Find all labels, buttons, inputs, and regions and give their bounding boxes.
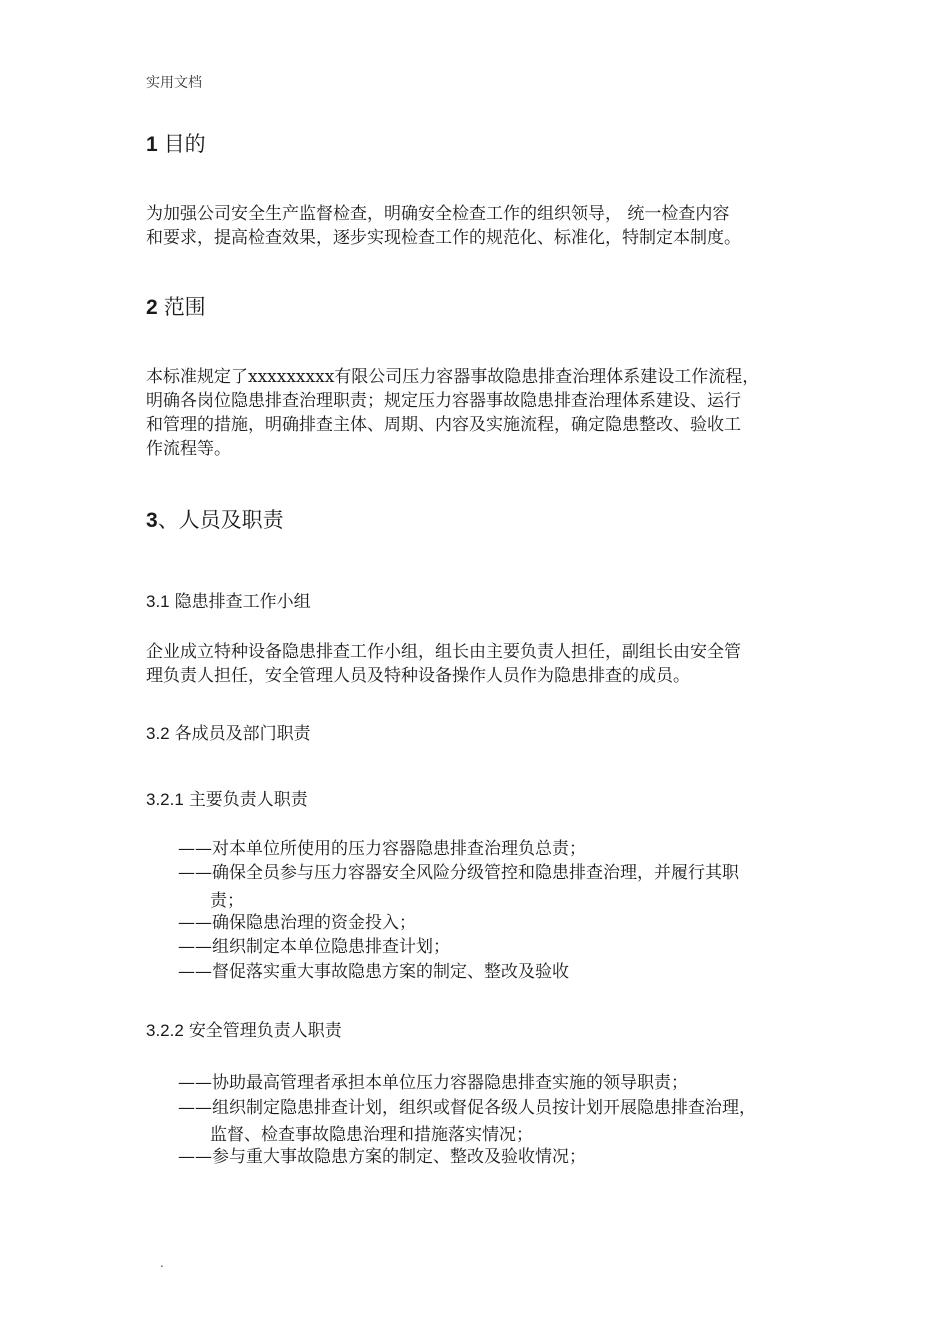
section-number: 1 — [146, 133, 158, 156]
duty-item: ——参与重大事故隐患方案的制定、整改及验收情况； — [178, 1147, 586, 1167]
subsection-3-1-heading — [146, 587, 311, 612]
subsection-number: 3.1 — [146, 592, 170, 611]
section-2-paragraph — [146, 365, 759, 461]
section-1-paragraph — [146, 202, 741, 250]
subsection-title: 安全管理负责人职责 — [188, 1021, 342, 1041]
paragraph-line: 和要求，提高检查效果，逐步实现检查工作的规范化、标准化，特制定本制度。 — [146, 228, 741, 248]
section-title: 、人员及职责 — [157, 508, 284, 532]
subsection-title: 主要负责人职责 — [188, 790, 308, 810]
paragraph-line: 本标准规定了xxxxxxxxx有限公司压力容器事故隐患排查治理体系建设工作流程， — [146, 367, 760, 387]
section-1-heading — [146, 128, 206, 158]
paragraph-line: 为加强公司安全生产监督检查，明确安全检查工作的组织领导， 统一检查内容 — [146, 204, 730, 224]
subsection-3-1-paragraph — [146, 640, 741, 688]
subsection-title: 隐患排查工作小组 — [174, 592, 311, 612]
subsection-number: 3.2.2 — [146, 1021, 184, 1040]
section-title: 范围 — [163, 295, 206, 319]
duty-item-continuation: 监督、检查事故隐患治理和措施落实情况； — [210, 1125, 533, 1145]
section-number: 2 — [146, 296, 158, 319]
duty-item: ——组织制定本单位隐患排查计划； — [178, 937, 450, 957]
paragraph-line: 和管理的措施，明确排查主体、周期、内容及实施流程，确定隐患整改、验收工 — [146, 415, 741, 435]
page-footer-mark: . — [160, 1256, 164, 1270]
paragraph-line: 理负责人担任，安全管理人员及特种设备操作人员作为隐患排查的成员。 — [146, 666, 690, 686]
duty-item: ——确保全员参与压力容器安全风险分级管控和隐患排查治理，并履行其职 — [178, 863, 739, 883]
duty-item: ——协助最高管理者承担本单位压力容器隐患排查实施的领导职责； — [178, 1073, 688, 1093]
paragraph-line: 企业成立特种设备隐患排查工作小组，组长由主要负责人担任，副组长由安全管 — [146, 642, 741, 662]
subsection-number: 3.2 — [146, 724, 170, 743]
subsection-title: 各成员及部门职责 — [174, 724, 311, 744]
section-2-heading — [146, 291, 206, 321]
subsection-3-2-1-heading — [146, 785, 308, 810]
section-3-heading — [146, 504, 284, 534]
subsection-3-2-heading — [146, 719, 311, 744]
subsection-3-2-2-heading — [146, 1016, 342, 1041]
paragraph-line: 明确各岗位隐患排查治理职责；规定压力容器事故隐患排查治理体系建设、运行 — [146, 391, 741, 411]
paragraph-line: 作流程等。 — [146, 439, 231, 459]
duty-item: ——组织制定隐患排查计划，组织或督促各级人员按计划开展隐患排查治理， — [178, 1098, 756, 1118]
duty-item: ——对本单位所使用的压力容器隐患排查治理负总责； — [178, 839, 586, 859]
section-title: 目的 — [163, 132, 206, 156]
duty-item-continuation: 责； — [210, 891, 244, 911]
duty-item: ——确保隐患治理的资金投入； — [178, 913, 416, 933]
subsection-number: 3.2.1 — [146, 790, 184, 809]
duty-item: ——督促落实重大事故隐患方案的制定、整改及验收 — [178, 962, 569, 982]
page-header-label: 实用文档 — [146, 75, 202, 91]
section-number: 3 — [146, 509, 158, 532]
